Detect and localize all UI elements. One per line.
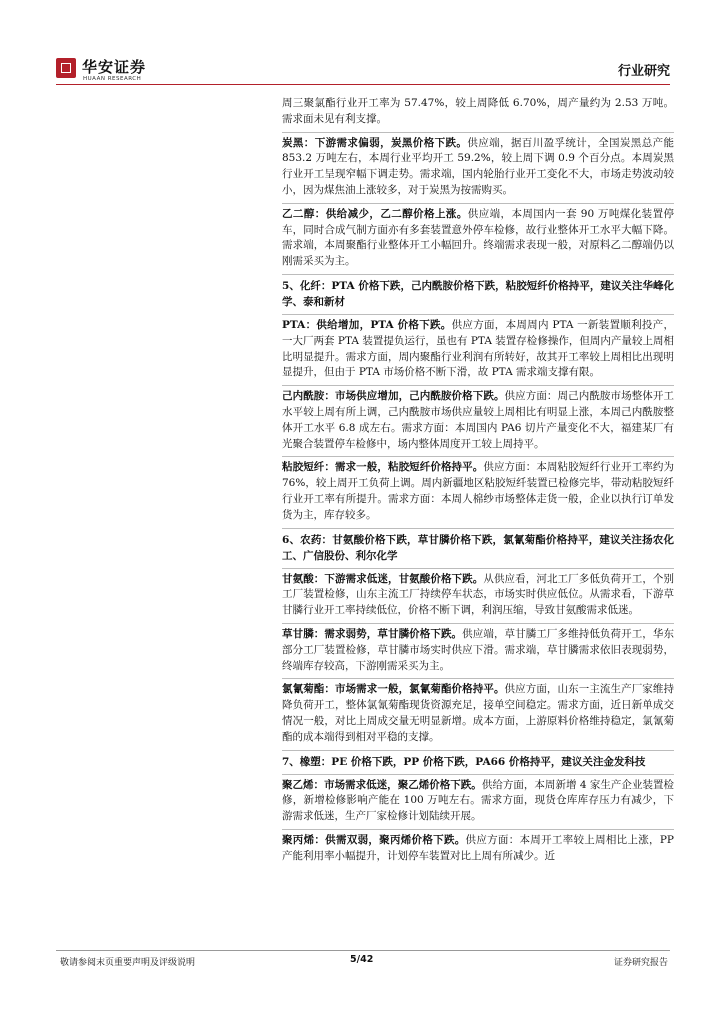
paragraph-text: 供应方面：本周开工率较上周相比上涨，PP 产能利用率小幅提升，计划停车装置对比上周有所减少。近: [282, 833, 674, 862]
page-header: [56, 56, 670, 86]
paragraph-text: 供应方面：本周粘胶短纤行业开工率约为 76%，较上周开工负荷上调。周内新疆地区粘胶短纤装置已检修完毕，带动粘胶短纤行业开工率有所提升。需求方面：本周人棉纱市场整体走货一般，企业以执行订单发货为主，库存较多。: [282, 461, 675, 521]
paragraph-block: [282, 624, 674, 679]
paragraph-text: 供应方面，本周周内 PTA 一新装置顺利投产，一大厂两套 PTA 装置提负运行，虽也有 PTA 装置存检修操作，但周内产量较上周相比明显提升。需求方面，周内聚酯行业利润有所转好，故其开工率较上周相比出现明显提升，但由于 PTA 市场价格不断下滑，故 PTA 需求端支撑有限。: [282, 318, 674, 379]
paragraph: [282, 833, 674, 865]
paragraph-text: 供给方面，本周新增 4 家生产企业装置检修，新增检修影响产能在 100 万吨左右。需求方面，现货仓库库存压力有减少，下游需求低迷，生产厂家检修计划陆续开展。: [282, 778, 674, 823]
paragraph-text: 供应方面：周己内酰胺市场整体开工水平较上周有所上调，己内酰胺市场供应量较上周相比有明显上涨，本周己内酰胺整体开工水平 6.8 成左右。需求方面：本周国内 PA6 切片产量变化不大，福建某厂有光聚合装置停车检修中，场内整体周度开工较上周持平。: [282, 390, 675, 450]
paragraph: [282, 682, 674, 745]
paragraph-lead: 草甘膦：需求弱势，草甘膦价格下跌。: [282, 627, 463, 640]
paragraph-text: 供应端，本周国内一套 90 万吨煤化装置停车，同时合成气制方面亦有多套装置意外停车检修，故行业整体开工水平大幅下降。需求端，本周聚酯行业整体开工小幅回升。终端需求表现一般，对原料乙二醇端仍以刚需采买为主。: [282, 207, 674, 268]
paragraph-block: [282, 204, 674, 275]
header-divider: [56, 84, 670, 85]
paragraph-block: [282, 386, 674, 457]
paragraph-block: [282, 679, 674, 750]
paragraph-lead: 聚乙烯：市场需求低迷，聚乙烯价格下跌。: [282, 778, 482, 791]
paragraph: [282, 572, 674, 619]
paragraph-block: [282, 457, 674, 528]
footer-divider: [56, 950, 670, 951]
paragraph-block: [282, 133, 674, 204]
paragraph-block: [282, 315, 674, 386]
section-heading: 5、化纤：PTA 价格下跌，己内酰胺价格下跌，粘胶短纤价格持平，建议关注华峰化学、泰和新材: [282, 279, 674, 308]
footer-doc-type: 证券研究报告: [613, 958, 668, 968]
paragraph: [282, 778, 674, 825]
section-heading-block: [282, 751, 674, 775]
report-body: [282, 96, 674, 868]
paragraph-lead: PTA：供给增加，PTA 价格下跌。: [282, 318, 452, 331]
paragraph: [282, 136, 674, 199]
paragraph: [282, 627, 674, 674]
paragraph-block: [282, 569, 674, 624]
paragraph-lead: 己内酰胺：市场供应增加，己内酰胺价格下跌。: [282, 390, 505, 403]
paragraph-lead: 乙二醇：供给减少，乙二醇价格上涨。: [282, 207, 468, 220]
logo-subtitle: HUAAN RESEARCH: [83, 76, 142, 82]
logo-name: 华安证券: [82, 58, 147, 76]
section-heading-block: [282, 529, 674, 569]
page-number: 5/42: [350, 954, 374, 965]
paragraph-block: [282, 775, 674, 830]
paragraph-text: 供应方面，山东一主流生产厂家维持降负荷开工，整体氯氰菊酯现货资源充足，接单空间稳定。需求方面，近日新单成交情况一般，对比上周成交量无明显新增。成本方面，上游原料价格维持稳定，氯氰菊酯的成本端得到相对平稳的支撑。: [282, 683, 675, 743]
section-heading: 7、橡塑：PE 价格下跌，PP 价格下跌，PA66 价格持平，建议关注金发科技: [282, 755, 646, 768]
footer-disclaimer: 敬请参阅末页重要声明及评级说明: [60, 958, 196, 968]
paragraph: [282, 460, 674, 523]
paragraph-lead: 甘氨酸：下游需求低迷，甘氨酸价格下跌。: [282, 572, 484, 585]
huaan-logo-icon: [56, 58, 76, 78]
paragraph-lead: 炭黑：下游需求偏弱，炭黑价格下跌。: [282, 136, 468, 149]
paragraph-text: 周三聚氯酯行业开工率为 57.47%，较上周降低 6.70%，周产量约为 2.53 万吨。需求面未见有利支撑。: [282, 97, 674, 125]
paragraph: [282, 318, 674, 381]
paragraph-lead: 氯氰菊酯：市场需求一般，氯氰菊酯价格持平。: [282, 683, 505, 696]
section-heading-block: [282, 275, 674, 315]
paragraph: [282, 389, 674, 452]
paragraph-lead: 粘胶短纤：需求一般，粘胶短纤价格持平。: [282, 461, 484, 474]
section-heading: 6、农药：甘氨酸价格下跌，草甘膦价格下跌，氯氰菊酯价格持平，建议关注扬农化工、广信股份、利尔化学: [282, 533, 674, 562]
paragraph: [282, 207, 674, 270]
paragraph-text: 供应端，据百川盈孚统计，全国炭黑总产能 853.2 万吨左右，本周行业平均开工 59.2%，较上周下调 0.9 个百分点。本周炭黑行业开工呈现窄幅下调走势。需求端，国内轮胎行业开工变化不大，市场走势波动较小，因为煤焦油上涨较多，对于炭黑为按需购买。: [282, 136, 675, 196]
paragraph-text: 供应端，草甘膦工厂多维持低负荷开工，华东部分工厂装置检修，草甘膦市场实时供应下滑。需求端，草甘膦需求依旧表现弱势，终端库存较高，下游刚需采买为主。: [282, 627, 675, 672]
paragraph: [282, 96, 674, 128]
paragraph-text: 从供应看，河北工厂多低负荷开工，个别工厂装置检修，山东主流工厂持续停车状态，市场实时供应低位。从需求看，下游草甘膦行业开工率持续低位，价格不断下调，利润压缩，导致甘氨酸需求低迷。: [282, 572, 675, 617]
paragraph-block: [282, 830, 674, 869]
report-type: 行业研究: [617, 64, 670, 79]
paragraph-block: [282, 96, 674, 133]
paragraph-lead: 聚丙烯：供需双弱，聚丙烯价格下跌。: [282, 833, 466, 846]
